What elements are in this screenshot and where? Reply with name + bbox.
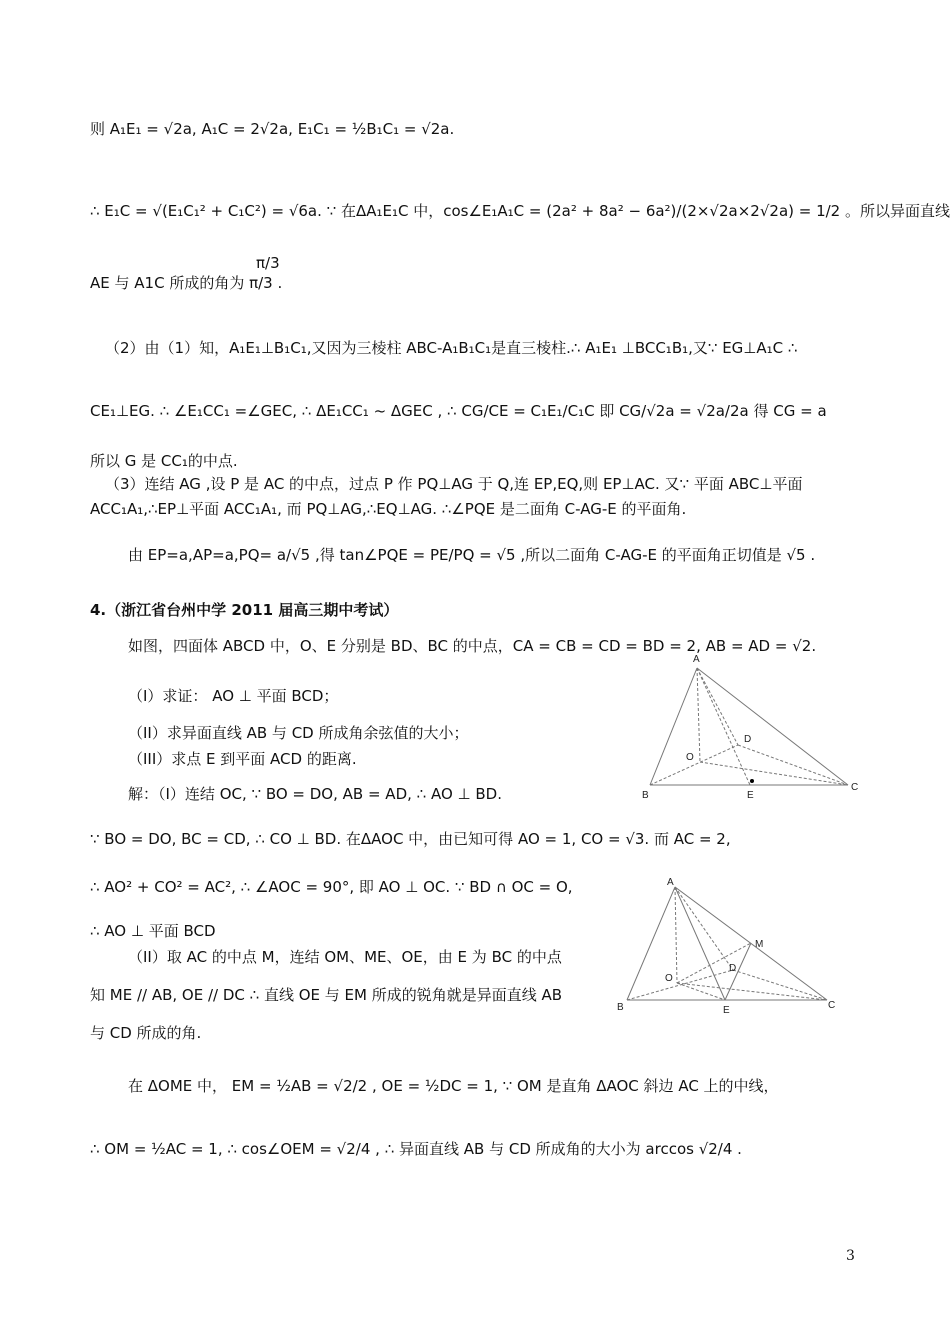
- page-number: 3: [846, 1248, 855, 1264]
- text-line-20: 与 CD 所成的角.: [90, 1024, 202, 1042]
- label-B: B: [617, 1002, 624, 1013]
- text-line-5: CE₁⊥EG. ∴ ∠E₁CC₁ =∠GEC, ∴ ΔE₁CC₁ ~ ΔGEC , ∴ CG/CE = C₁E₁/C₁C 即 CG/√2a = √2a/2a 得 CG = a: [90, 402, 827, 420]
- label-D: D: [729, 963, 737, 974]
- text-line-14: 解：（I）连结 OC, ∵ BO = DO, AB = AD, ∴ AO ⊥ BD.: [128, 785, 502, 803]
- text-line-2: ∴ E₁C = √(E₁C₁² + C₁C²) = √6a. ∵ 在ΔA₁E₁C 中，cos∠E₁A₁C = (2a² + 8a² − 6a²)/(2×√2a×2√2a) = 1/2 。所以异面直线: [90, 202, 950, 220]
- text-line-10: 如图，四面体 ABCD 中，O、E 分别是 BD、BC 的中点，CA = CB = CD = BD = 2, AB = AD = √2.: [128, 637, 817, 655]
- text-line-7: （3）连结 AG ,设 P 是 AC 的中点，过点 P 作 PQ⊥AG 于 Q,连 EP,EQ,则 EP⊥AC. 又∵ 平面 ABC⊥平面: [105, 475, 803, 493]
- text-line-4: （2）由（1）知，A₁E₁⊥B₁C₁,又因为三棱柱 ABC-A₁B₁C₁是直三棱柱.∴ A₁E₁ ⊥BCC₁B₁,又∵ EG⊥A₁C ∴: [105, 339, 798, 357]
- text-line-8: ACC₁A₁,∴EP⊥平面 ACC₁A₁, 而 PQ⊥AG,∴EQ⊥AG. ∴∠PQE 是二面角 C-AG-E 的平面角.: [90, 500, 687, 518]
- label-D: D: [744, 734, 752, 745]
- tetrahedron-figure-2: [615, 875, 845, 1015]
- text-line-16: ∴ AO² + CO² = AC², ∴ ∠AOC = 90°, 即 AO ⊥ OC. ∵ BD ∩ OC = O,: [90, 878, 573, 896]
- label-O: O: [665, 973, 673, 984]
- label-C: C: [828, 1000, 836, 1011]
- text-line-18: （II）取 AC 的中点 M，连结 OM、ME、OE，由 E 为 BC 的中点: [128, 948, 562, 966]
- label-E: E: [747, 790, 754, 800]
- tetrahedron-figure-1: [640, 650, 865, 800]
- text-line-6: 所以 G 是 CC₁的中点.: [90, 452, 238, 470]
- text-line-pi: π/3: [256, 254, 280, 272]
- text-line-22: ∴ OM = ½AC = 1, ∴ cos∠OEM = √2/4 , ∴ 异面直线 AB 与 CD 所成角的大小为 arccos √2/4 .: [90, 1140, 742, 1158]
- text-line-3: AE 与 A1C 所成的角为 π/3 .: [90, 274, 283, 292]
- label-A: A: [667, 877, 674, 888]
- text-line-1: 则 A₁E₁ = √2a, A₁C = 2√2a, E₁C₁ = ½B₁C₁ = √2a.: [90, 120, 455, 138]
- text-line-12: （II）求异面直线 AB 与 CD 所成角余弦值的大小；: [128, 724, 469, 742]
- label-B: B: [642, 790, 649, 800]
- label-E: E: [723, 1005, 730, 1015]
- label-O: O: [686, 752, 694, 763]
- label-A: A: [693, 654, 700, 665]
- text-line-15: ∵ BO = DO, BC = CD, ∴ CO ⊥ BD. 在ΔAOC 中，由已知可得 AO = 1, CO = √3. 而 AC = 2,: [90, 830, 731, 848]
- text-line-13: （III）求点 E 到平面 ACD 的距离.: [128, 750, 357, 768]
- text-line-19: 知 ME // AB, OE // DC ∴ 直线 OE 与 EM 所成的锐角就是异面直线 AB: [90, 986, 563, 1004]
- text-line-17: ∴ AO ⊥ 平面 BCD: [90, 922, 216, 940]
- text-line-9: 由 EP=a,AP=a,PQ= a/√5 ,得 tan∠PQE = PE/PQ = √5 ,所以二面角 C-AG-E 的平面角正切值是 √5 .: [128, 546, 816, 564]
- label-C: C: [851, 782, 859, 793]
- text-line-11: （I）求证： AO ⊥ 平面 BCD；: [128, 687, 339, 705]
- label-M: M: [755, 939, 764, 950]
- problem-4-heading: 4.（浙江省台州中学 2011 届高三期中考试）: [90, 601, 399, 619]
- text-line-21: 在 ΔOME 中， EM = ½AB = √2/2 , OE = ½DC = 1, ∵ OM 是直角 ΔAOC 斜边 AC 上的中线，: [128, 1077, 779, 1095]
